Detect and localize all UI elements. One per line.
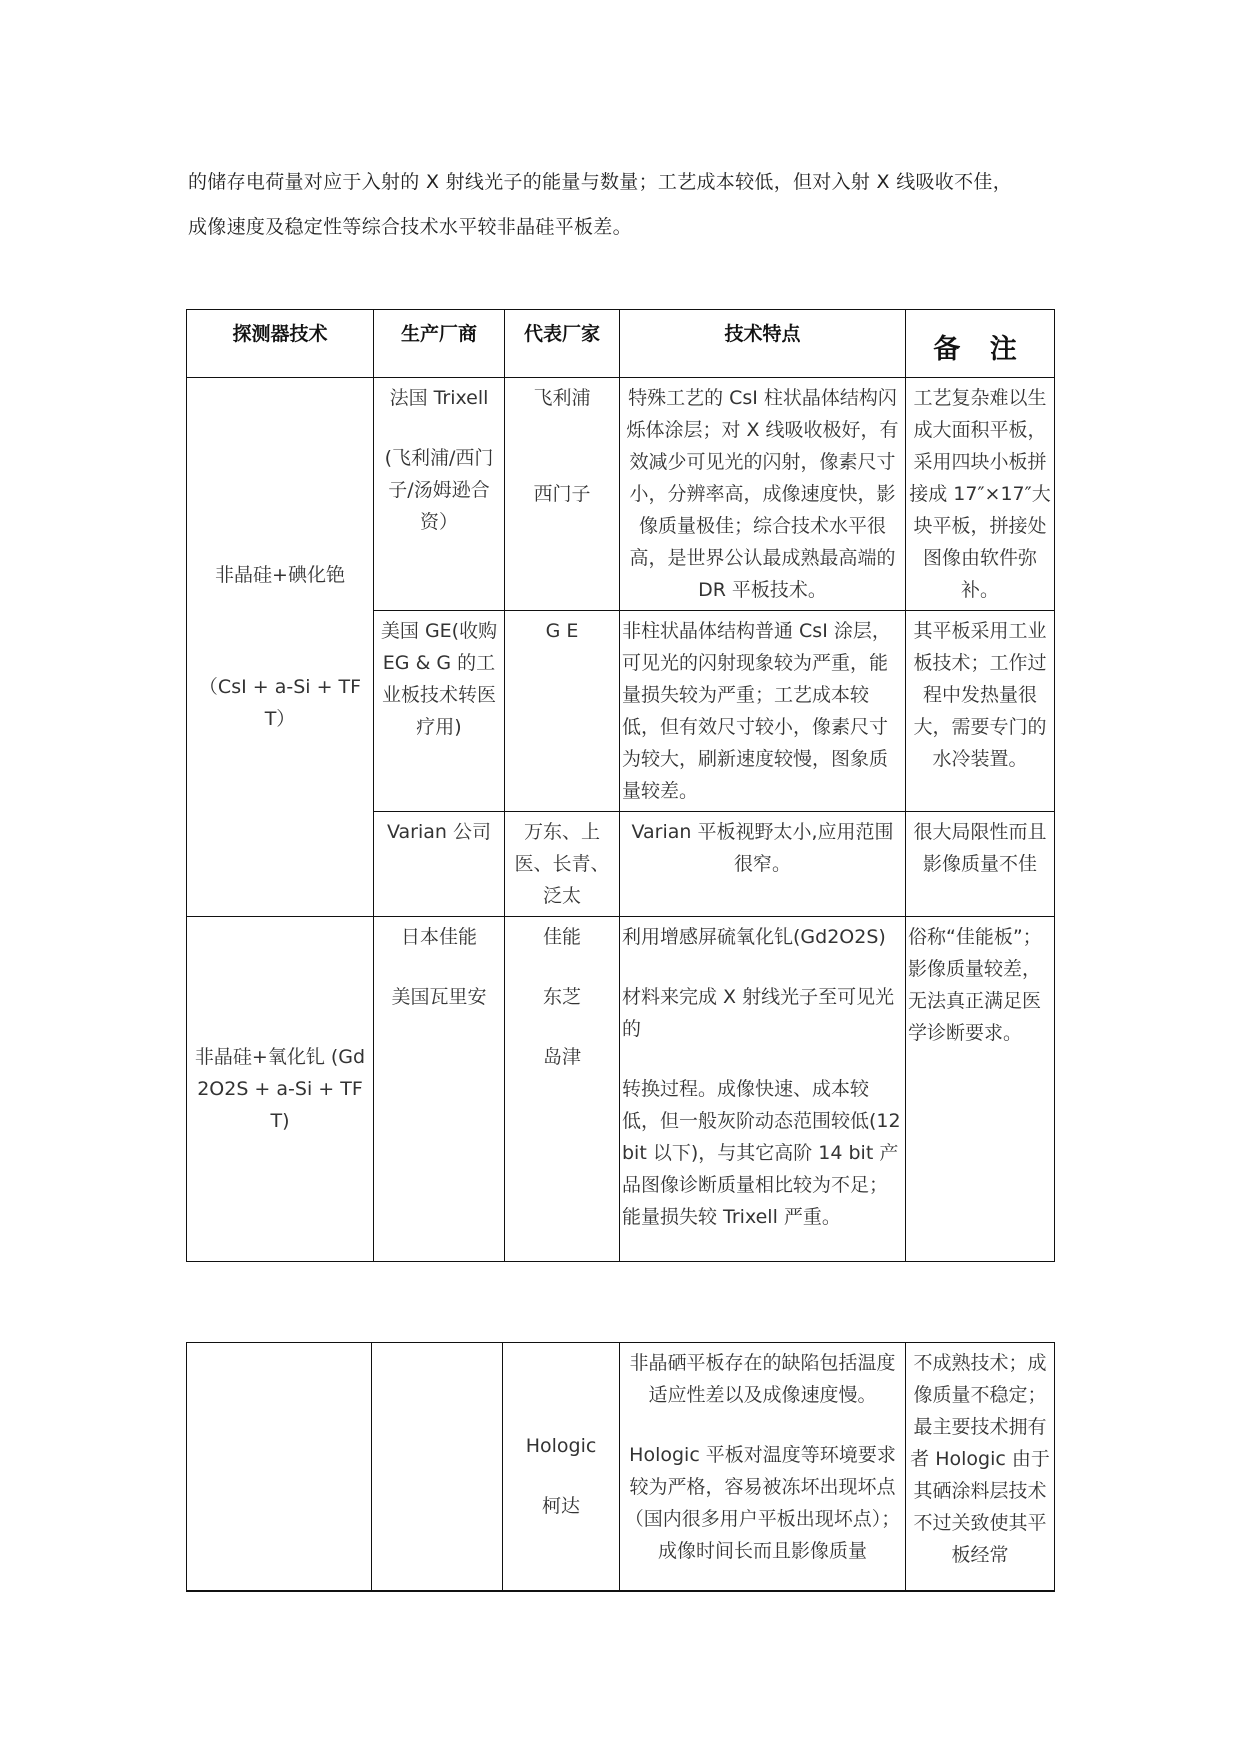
note-cell: 其平板采用工业板技术；工作过程中发热量很大，需要专门的水冷装置。 — [906, 611, 1055, 812]
cell-spacer — [622, 953, 903, 981]
intro-line-2: 成像速度及稳定性等综合技术水平较非晶硅平板差。 — [188, 216, 632, 238]
note-cell: 很大局限性而且影像质量不佳 — [906, 812, 1055, 917]
note-cell: 工艺复杂难以生成大面积平板，采用四块小板拼接成 17″×17″大块平板，拼接处图像由软件弥补。 — [906, 378, 1055, 611]
features-para-2: Hologic 平板对温度等环境要求较为严格，容易被冻坏出现坏点（国内很多用户平板出现坏点）；成像时间长而且影像质量 — [624, 1444, 901, 1562]
tech-cell-gd2o2s: 非晶硅+氧化钆 (Gd2O2S + a-Si + TFT) — [187, 917, 374, 1262]
header-vendor: 代表厂家 — [505, 310, 620, 378]
header-features: 技术特点 — [620, 310, 906, 378]
manufacturer-cell: 美国 GE(收购 EG & G 的工业板技术转医疗用) — [374, 611, 505, 812]
vendor-cell — [505, 378, 620, 611]
manufacturer-trixell: 法国 Trixell — [389, 387, 489, 409]
manufacturer-cell: Varian 公司 — [374, 812, 505, 917]
table-row — [187, 917, 1055, 1262]
selenium-detector-table — [186, 1342, 1055, 1592]
manufacturer-canon: 日本佳能 — [400, 926, 477, 948]
tech-csi-line1: 非晶硅+碘化铯 — [215, 564, 345, 586]
vendor-toshiba: 东芝 — [542, 986, 581, 1008]
table-row — [187, 378, 1055, 611]
manufacturer-varian: 美国瓦里安 — [391, 986, 487, 1008]
cell-spacer — [507, 1013, 617, 1041]
vendor-cell — [503, 1343, 620, 1591]
features-cell — [620, 917, 906, 1262]
tech-csi-line2: （CsI + a-Si + TFT） — [198, 676, 362, 730]
cell-spacer — [505, 1462, 617, 1490]
note-cell: 不成熟技术；成像质量不稳定；最主要技术拥有者 Hologic 由于其硒涂料层技术不过关致使其平板经常 — [906, 1343, 1055, 1591]
header-note — [906, 310, 1055, 378]
header-tech: 探测器技术 — [187, 310, 374, 378]
intro-paragraph — [188, 160, 1068, 250]
tech-csi-spacer — [189, 591, 371, 671]
table-row — [187, 1343, 1055, 1591]
manufacturer-trixell-note: (飞利浦/西门子/汤姆逊合资） — [384, 447, 494, 533]
vendor-cell — [505, 917, 620, 1262]
features-cell: Varian 平板视野太小,应用范围很窄。 — [620, 812, 906, 917]
intro-line-1: 的储存电荷量对应于入射的 X 射线光子的能量与数量；工艺成本较低，但对入射 X 线吸收不佳， — [188, 171, 1012, 193]
features-para-1: 利用增感屏硫氧化钆(Gd2O2S) — [622, 926, 886, 948]
features-cell — [620, 1343, 906, 1591]
vendor-canon: 佳能 — [542, 926, 581, 948]
cell-spacer — [622, 1045, 903, 1073]
manufacturer-cell — [374, 378, 505, 611]
vendor-shimadzu: 岛津 — [542, 1046, 581, 1068]
features-para-1: 非晶硒平板存在的缺陷包括温度适应性差以及成像速度慢。 — [629, 1352, 896, 1406]
header-note-label: 备 注 — [933, 334, 1027, 365]
cell-spacer — [376, 953, 502, 981]
cell-spacer — [376, 414, 502, 442]
cell-spacer — [507, 414, 617, 478]
features-cell: 非柱状晶体结构普通 CsI 涂层，可见光的闪射现象较为严重，能量损失较为严重；工艺成本较低，但有效尺寸较小，像素尺寸为较大，刷新速度较慢，图象质量较差。 — [620, 611, 906, 812]
detector-comparison-table — [186, 309, 1055, 1262]
features-para-2: 材料来完成 X 射线光子至可见光的 — [622, 986, 895, 1040]
features-cell: 特殊工艺的 CsI 柱状晶体结构闪烁体涂层；对 X 线吸收极好，有效减少可见光的闪射，像素尺寸小，分辨率高，成像速度快，影像质量极佳；综合技术水平很高，是世界公认最成熟最高端的 DR 平板技术。 — [620, 378, 906, 611]
vendor-siemens: 西门子 — [533, 483, 591, 505]
cell-spacer — [507, 953, 617, 981]
table-header-row — [187, 310, 1055, 378]
vendor-kodak: 柯达 — [541, 1495, 580, 1518]
tech-cell-csi — [187, 378, 374, 917]
features-para-3: 转换过程。成像快速、成本较低，但一般灰阶动态范围较低(12 bit 以下)，与其它高阶 14 bit 产品图像诊断质量相比较为不足；能量损失较 Trixell 严重。 — [622, 1078, 901, 1228]
manufacturer-cell — [372, 1343, 503, 1591]
vendor-cell: 万东、上医、长青、泛太 — [505, 812, 620, 917]
vendor-hologic: Hologic — [525, 1435, 597, 1458]
vendor-philips: 飞利浦 — [533, 387, 591, 409]
vendor-cell: G E — [505, 611, 620, 812]
header-manufacturer: 生产厂商 — [374, 310, 505, 378]
note-cell: 俗称“佳能板”；影像质量较差，无法真正满足医学诊断要求。 — [906, 917, 1055, 1262]
cell-spacer — [505, 1410, 617, 1430]
manufacturer-cell — [374, 917, 505, 1262]
cell-spacer — [622, 1411, 903, 1439]
tech-cell — [187, 1343, 372, 1591]
